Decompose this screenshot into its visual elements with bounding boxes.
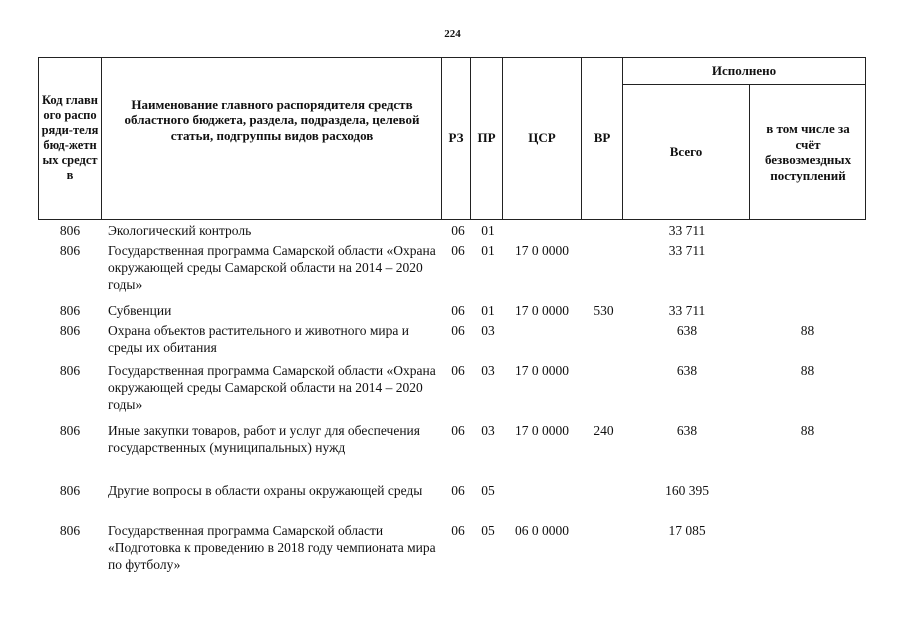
cell-total: 160 395 bbox=[665, 483, 709, 498]
header-name: Наименование главного распорядителя средств областного бюджета, раздела, подраздела, целевой статьи, подгруппы видов расходов bbox=[124, 96, 420, 143]
cell-code: 806 bbox=[59, 323, 81, 338]
cell-total: 638 bbox=[676, 363, 698, 378]
cell-rz: 06 bbox=[451, 323, 465, 338]
cell-pr: 05 bbox=[481, 483, 495, 498]
header-vline bbox=[101, 57, 102, 220]
cell-pr: 03 bbox=[481, 423, 495, 438]
cell-name: Государственная программа Самарской области «Охрана окружающей среды Самарской области на 2014 – 2020 годы» bbox=[108, 363, 436, 412]
cell-total: 638 bbox=[676, 323, 698, 338]
cell-code: 806 bbox=[59, 223, 81, 238]
cell-pr: 01 bbox=[481, 223, 495, 238]
cell-csr: 17 0 0000 bbox=[515, 363, 569, 378]
header-vline bbox=[749, 84, 750, 220]
cell-free: 88 bbox=[800, 423, 815, 438]
header-free: в том числе за счёт безвозмездных поступлений bbox=[764, 121, 852, 183]
cell-name: Государственная программа Самарской области «Подготовка к проведению в 2018 году чемпионата мира по футболу» bbox=[108, 523, 436, 572]
cell-vr: 530 bbox=[593, 303, 614, 318]
cell-total: 33 711 bbox=[668, 303, 706, 318]
cell-code: 806 bbox=[59, 243, 81, 258]
cell-code: 806 bbox=[59, 363, 81, 378]
cell-rz: 06 bbox=[451, 363, 465, 378]
cell-code: 806 bbox=[59, 303, 81, 318]
cell-name: Экологический контроль bbox=[108, 223, 252, 238]
cell-name: Другие вопросы в области охраны окружающей среды bbox=[108, 483, 423, 498]
cell-code: 806 bbox=[59, 483, 81, 498]
cell-csr: 17 0 0000 bbox=[515, 243, 569, 258]
cell-rz: 06 bbox=[451, 223, 465, 238]
header-pr: ПР bbox=[477, 130, 496, 146]
header-vline bbox=[865, 57, 866, 220]
cell-pr: 05 bbox=[481, 523, 495, 538]
cell-pr: 01 bbox=[481, 303, 495, 318]
cell-rz: 06 bbox=[451, 243, 465, 258]
cell-name: Иные закупки товаров, работ и услуг для обеспечения государственных (муниципальных) нужд bbox=[108, 423, 420, 455]
header-vr: ВР bbox=[593, 130, 611, 146]
cell-rz: 06 bbox=[451, 483, 465, 498]
header-rz: РЗ bbox=[448, 130, 464, 146]
cell-rz: 06 bbox=[451, 523, 465, 538]
cell-pr: 01 bbox=[481, 243, 495, 258]
cell-name: Субвенции bbox=[108, 303, 172, 318]
cell-free: 88 bbox=[800, 323, 815, 338]
cell-pr: 03 bbox=[481, 363, 495, 378]
cell-rz: 06 bbox=[451, 423, 465, 438]
cell-total: 17 085 bbox=[668, 523, 706, 538]
cell-csr: 17 0 0000 bbox=[515, 303, 569, 318]
cell-csr: 06 0 0000 bbox=[515, 523, 569, 538]
header-executed: Исполнено bbox=[711, 63, 777, 79]
cell-vr: 240 bbox=[593, 423, 614, 438]
header-code: Код главного распоряди-теля бюд-жетных средств bbox=[41, 93, 99, 182]
executed-divider bbox=[623, 84, 866, 85]
cell-code: 806 bbox=[59, 523, 81, 538]
page-number: 224 bbox=[444, 28, 461, 40]
cell-free: 88 bbox=[800, 363, 815, 378]
cell-name: Охрана объектов растительного и животного мира и среды их обитания bbox=[108, 323, 409, 355]
cell-total: 33 711 bbox=[668, 223, 706, 238]
cell-code: 806 bbox=[59, 423, 81, 438]
cell-total: 33 711 bbox=[668, 243, 706, 258]
cell-rz: 06 bbox=[451, 303, 465, 318]
header-total: Всего bbox=[669, 144, 703, 160]
header-bottom-border bbox=[38, 219, 866, 220]
cell-name: Государственная программа Самарской области «Охрана окружающей среды Самарской области на 2014 – 2020 годы» bbox=[108, 243, 436, 292]
cell-csr: 17 0 0000 bbox=[515, 423, 569, 438]
header-vline bbox=[38, 57, 39, 220]
cell-pr: 03 bbox=[481, 323, 495, 338]
header-csr: ЦСР bbox=[528, 130, 556, 146]
cell-total: 638 bbox=[676, 423, 698, 438]
